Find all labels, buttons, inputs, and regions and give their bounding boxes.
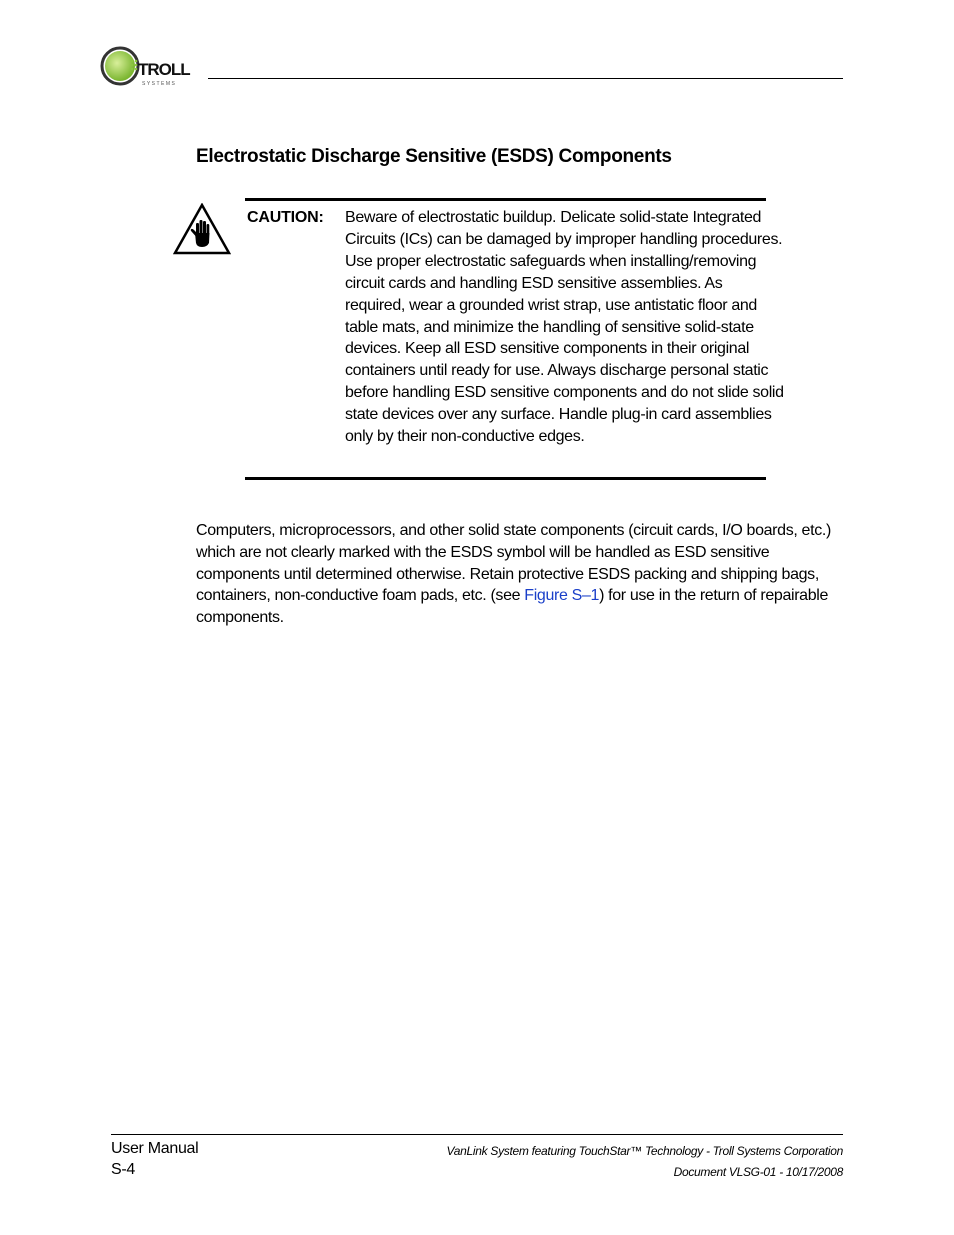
logo-subtext: SYSTEMS	[142, 81, 177, 87]
figure-s1-link[interactable]: Figure S–1	[524, 587, 600, 605]
section-title: Electrostatic Discharge Sensitive (ESDS) Components	[196, 146, 672, 167]
caution-rule-top	[245, 198, 766, 201]
footer-document-line: Document VLSG-01 - 10/17/2008	[673, 1165, 843, 1179]
footer-product-line: VanLink System featuring TouchStar™ Technology - Troll Systems Corporation	[446, 1144, 843, 1158]
footer-rule	[111, 1134, 843, 1135]
caution-rule-bottom	[245, 477, 766, 480]
hand-caution-icon	[173, 203, 231, 255]
body-text-after-link: ) for use in the return of repairable components.	[196, 587, 829, 627]
footer-right	[447, 1141, 843, 1183]
body-text-before-link: Computers, microprocessors, and other solid state components (circuit cards, I/O boards, etc.) which are not clearly marked with the ESDS symbol will be handled as ESD sensitive components until determined otherwise. Retain protective ESDS packing and shipping bags, containers, non-conductive foam pads, etc. (see	[196, 522, 831, 605]
footer-page-number: S-4	[111, 1161, 135, 1178]
caution-text: Beware of electrostatic buildup. Delicate solid-state Integrated Circuits (ICs) can be damaged by improper handling procedures. Use proper electrostatic safeguards when installing/removing circuit cards and handling ESD sensitive assemblies. As required, wear a grounded wrist strap, use antistatic floor and table mats, and minimize the handling of sensitive solid-state devices. Keep all ESD sensitive components in their original containers until ready for use. Always discharge personal static before handling ESD sensitive components and do not slide solid state devices over any surface. Handle plug-in card assemblies only by their non-conductive edges.	[345, 209, 784, 446]
footer-manual-label: User Manual	[111, 1140, 199, 1157]
body-paragraph	[196, 520, 846, 629]
logo-text: TROLL	[138, 60, 190, 79]
caution-label: CAUTION:	[247, 209, 324, 226]
header-rule	[208, 78, 843, 79]
troll-systems-logo	[98, 45, 202, 87]
footer-left	[111, 1138, 198, 1180]
